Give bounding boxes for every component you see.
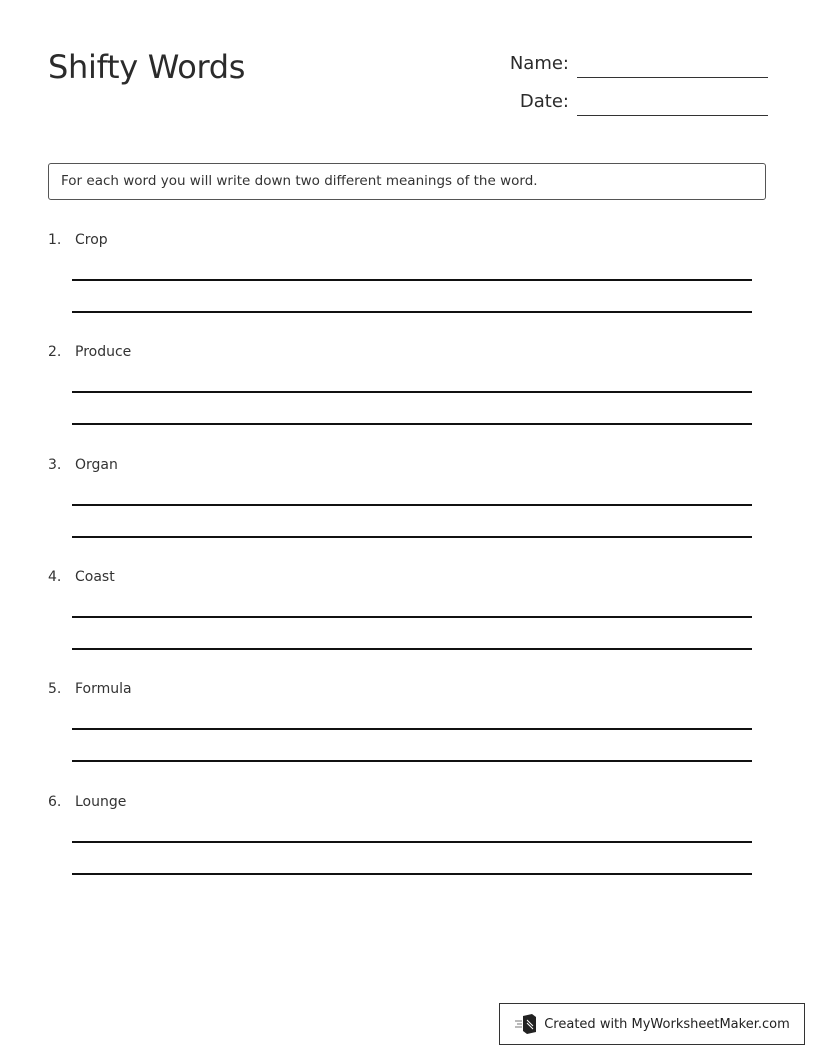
answer-line-2[interactable] (72, 873, 752, 875)
answer-line-1[interactable] (72, 728, 752, 730)
date-label: Date: (519, 91, 569, 112)
question-word: Crop (75, 232, 108, 248)
question-number: 4. (48, 569, 62, 585)
date-line[interactable] (577, 115, 768, 116)
answer-line-2[interactable] (72, 760, 752, 762)
question-word: Coast (75, 569, 115, 585)
answer-line-1[interactable] (72, 504, 752, 506)
name-line[interactable] (577, 77, 768, 78)
answer-line-2[interactable] (72, 648, 752, 650)
question-word: Formula (75, 681, 132, 697)
page-title: Shifty Words (48, 48, 246, 86)
question-item (48, 681, 752, 781)
footer-credit[interactable] (499, 1003, 805, 1045)
answer-line-1[interactable] (72, 279, 752, 281)
question-item (48, 344, 752, 444)
question-number: 2. (48, 344, 62, 360)
instructions-box (48, 163, 766, 200)
answer-line-1[interactable] (72, 841, 752, 843)
question-item (48, 569, 752, 669)
answer-line-1[interactable] (72, 616, 752, 618)
date-field[interactable] (490, 86, 768, 116)
question-number: 3. (48, 457, 62, 473)
answer-line-1[interactable] (72, 391, 752, 393)
answer-line-2[interactable] (72, 311, 752, 313)
question-item (48, 794, 752, 894)
question-number: 6. (48, 794, 62, 810)
question-number: 1. (48, 232, 62, 248)
name-field[interactable] (490, 48, 768, 78)
question-item (48, 457, 752, 557)
footer-text: Created with MyWorksheetMaker.com (544, 1016, 790, 1032)
question-item (48, 232, 752, 332)
question-word: Organ (75, 457, 118, 473)
instructions-text: For each word you will write down two different meanings of the word. (61, 173, 538, 189)
question-word: Produce (75, 344, 132, 360)
question-number: 5. (48, 681, 62, 697)
answer-line-2[interactable] (72, 423, 752, 425)
answer-line-2[interactable] (72, 536, 752, 538)
name-label: Name: (509, 53, 569, 74)
question-word: Lounge (75, 794, 127, 810)
worksheet-logo-icon (514, 1014, 538, 1034)
